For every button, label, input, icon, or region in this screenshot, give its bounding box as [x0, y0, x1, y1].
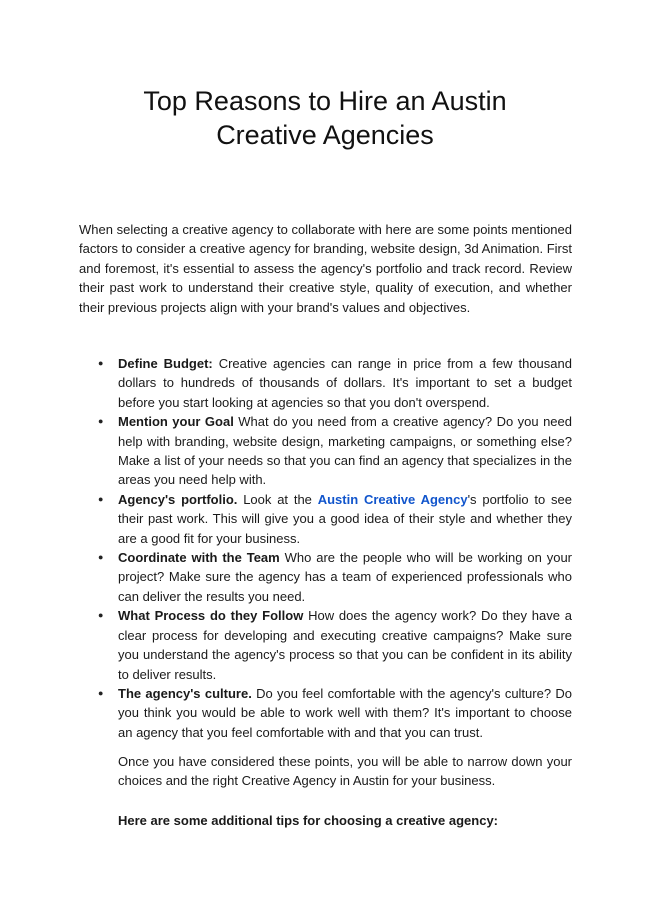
list-item-culture: [118, 684, 572, 742]
list-item-goal: [118, 412, 572, 490]
closing-paragraph: Once you have considered these points, you will be able to narrow down your choices and the right Creative Agency in Austin for your business.: [118, 754, 572, 789]
intro-paragraph: When selecting a creative agency to collaborate with here are some points mentioned factors to consider a creative agency for branding, website design, 3d Animation. First and foremost, it's essential to assess the agency's portfolio and track record. Review their past work to understand their creative style, quality of execution, and whether their previous projects align with your brand's values and objectives.: [79, 222, 572, 315]
item-text: How does the agency work? Do they have a clear process for developing and executing creative campaigns? Make sure you understand the agency's process so that you can be confident in its ability to deliver results.: [118, 608, 572, 682]
austin-creative-agency-link[interactable]: Austin Creative Agency: [317, 491, 468, 507]
reasons-list: [118, 354, 572, 742]
page-title: [0, 84, 650, 152]
item-heading: Coordinate with the Team: [118, 550, 280, 566]
item-text-before-link: Look at the: [237, 491, 318, 507]
item-heading: Agency's portfolio.: [118, 491, 238, 507]
list-item-team: [118, 548, 572, 606]
title-line-2: Creative Agencies: [216, 120, 434, 150]
item-heading: Define Budget:: [118, 356, 213, 371]
item-text: Creative agencies can range in price from a few thousand dollars to hundreds of thousands of dollars. It's important to set a budget before you start looking at agencies so that you don't overspend.: [118, 356, 572, 410]
tips-heading: Here are some additional tips for choosing a creative agency:: [118, 813, 499, 828]
title-line-1: Top Reasons to Hire an Austin: [143, 86, 507, 116]
list-item-portfolio: [118, 490, 572, 548]
item-text: Who are the people who will be working on your project? Make sure the agency has a team of experienced professionals who can deliver the results you need.: [118, 550, 573, 604]
item-heading: What Process do they Follow: [118, 608, 304, 624]
item-text: Do you feel comfortable with the agency's culture? Do you think you would be able to work well with them? It's important to choose an agency that you feel comfortable with and that you can trust.: [118, 685, 572, 740]
list-item-process: [118, 606, 572, 684]
item-text: What do you need from a creative agency? Do you need help with branding, website design, marketing campaigns, or something else? Make a list of your needs so that you can find an agency that specializes in the areas you need help with.: [118, 414, 572, 488]
item-heading: Mention your Goal: [118, 414, 234, 430]
item-text: 's portfolio to see their past work. This will give you a good idea of their style and whether they are a good fit for your business.: [118, 491, 572, 546]
list-item-budget: [118, 354, 572, 412]
item-heading: The agency's culture.: [118, 685, 252, 701]
